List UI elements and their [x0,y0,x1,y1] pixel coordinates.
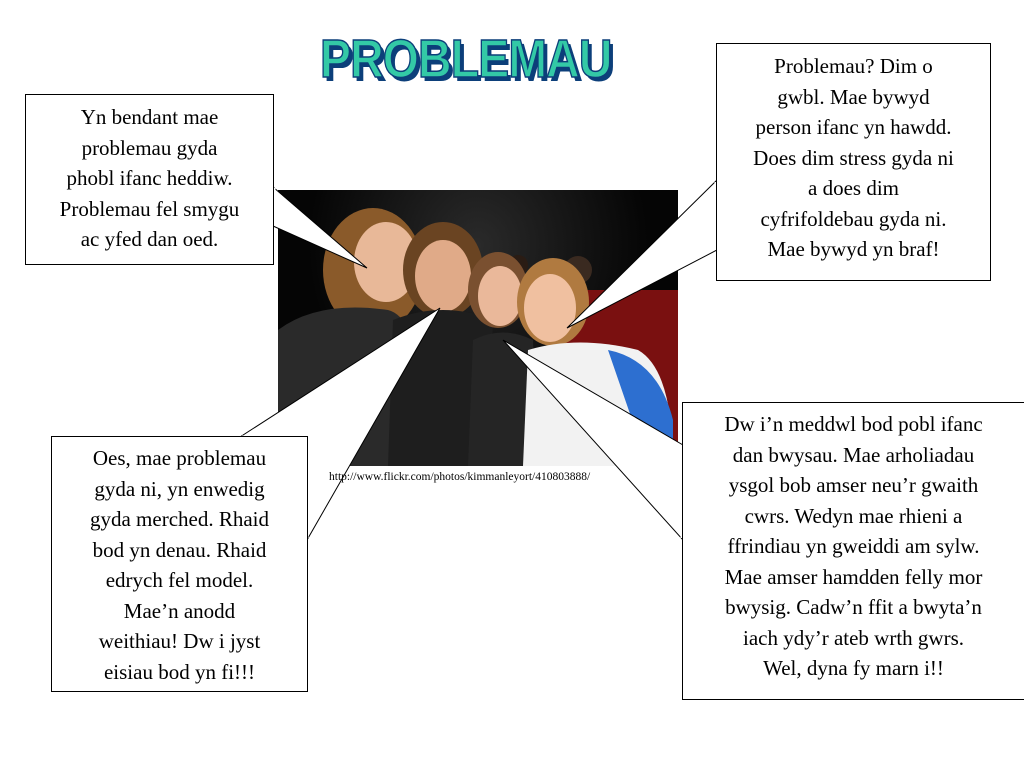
speech-bubble-bottom-right [682,402,1024,700]
bubble-line: ysgol bob amser neu’r gwaith [728,473,979,497]
bubble-line: ac yfed dan oed. [80,227,219,251]
bubble-line: Yn bendant mae [80,105,219,129]
bubble-line: gyda ni, yn enwedig [94,476,265,501]
bubble-line: gyda merched. Rhaid [89,507,270,531]
bubble-line: person ifanc yn hawdd. [755,115,952,139]
bubble-line: Problemau? Dim o [774,54,933,78]
bubble-line: Dw i’n meddwl bod pobl ifanc [724,412,983,436]
bubble-line: Problemau fel smygu [59,196,240,221]
bubble-line: weithiau! Dw i jyst [98,629,261,653]
bubble-line: cwrs. Wedyn mae rhieni a [744,503,963,528]
bubble-line: bwysig. Cadw’n ffit a bwyta’n [725,595,982,619]
bubble-line: problemau gyda [81,135,218,160]
bubble-line: phobl ifanc heddiw. [66,166,233,190]
speech-bubble-top-right [716,43,991,281]
bubble-line: ffrindiau yn gweiddi am sylw. [727,534,980,558]
page-title: PROBLEMAU [320,29,612,89]
bubble-line: Does dim stress gyda ni [753,145,954,170]
bubble-line: Mae bywyd yn braf! [767,237,940,261]
bubble-line: edrych fel model. [105,568,254,592]
bubble-line: Mae amser hamdden felly mor [724,564,983,589]
bubble-line: dan bwysau. Mae arholiadau [732,442,975,467]
bubble-line: Wel, dyna fy marn i!! [763,656,944,680]
bubble-line: gwbl. Mae bywyd [777,84,930,109]
bubble-line: iach ydy’r ateb wrth gwrs. [742,625,964,650]
bubble-line: bod yn denau. Rhaid [92,537,267,562]
photo-caption-link[interactable]: http://www.flickr.com/photos/kimmanleyort/410803888/ [329,471,591,483]
bubble-line: eisiau bod yn fi!!! [103,659,256,684]
speech-bubble-bottom-left [51,436,308,692]
bubble-line: Mae’n anodd [123,598,236,623]
bubble-line: Oes, mae problemau [92,446,267,470]
bubble-line: cyfrifoldebau gyda ni. [760,206,947,231]
speech-bubble-top-left [25,94,274,265]
bubble-line: a does dim [808,176,899,200]
